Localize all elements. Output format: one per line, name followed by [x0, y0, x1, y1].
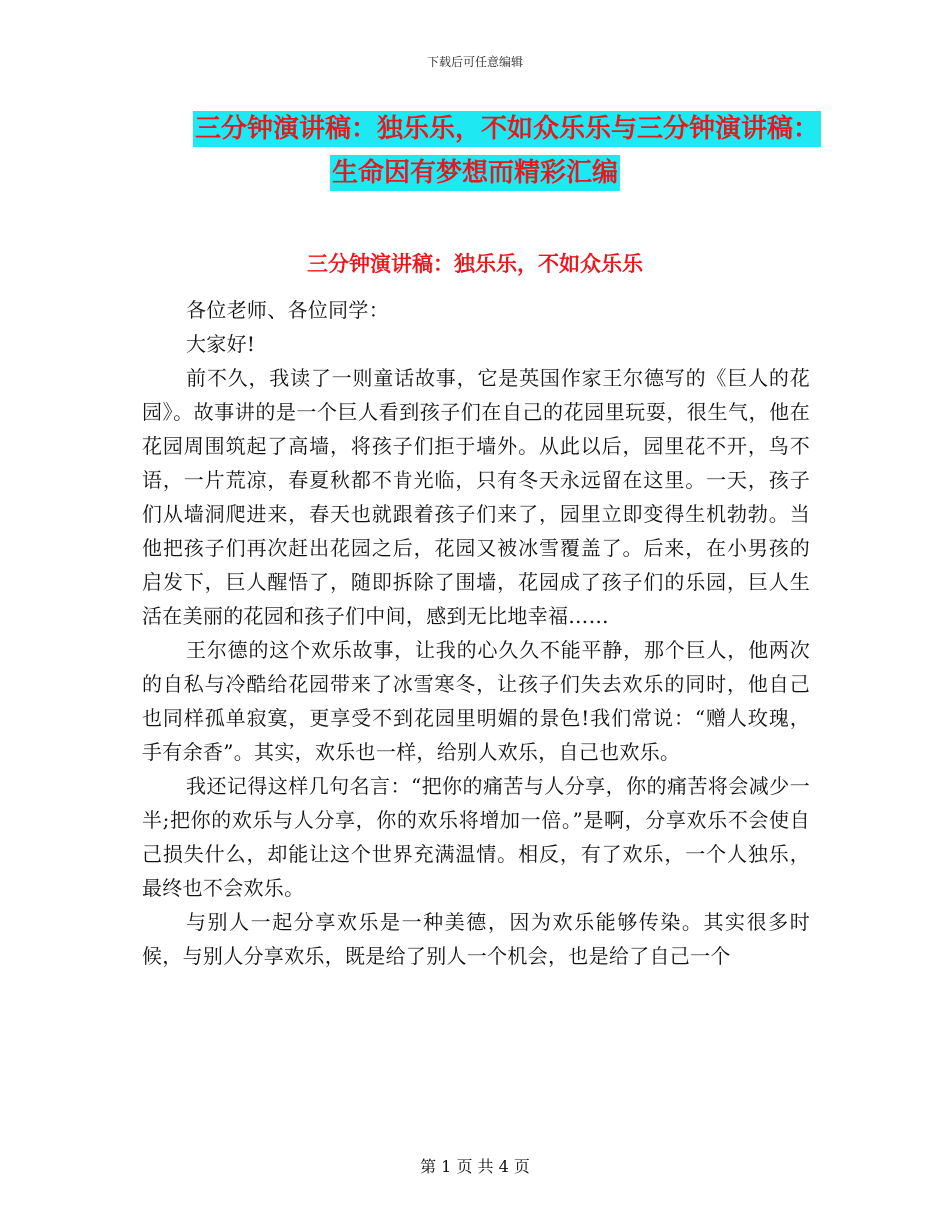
- paragraph-quote: 我还记得这样几句名言：“把你的痛苦与人分享，你的痛苦将会减少一半;把你的欢乐与人分享，你的欢乐将增加一倍。”是啊，分享欢乐不会使自己损失什么，却能让这个世界充满温情。相反，有了欢乐，一个人独乐，最终也不会欢乐。: [142, 774, 810, 900]
- paragraph-greeting: 大家好!: [186, 332, 256, 356]
- document-title-line-1-text: 三分钟演讲稿：独乐乐，不如众乐乐与三分钟演讲稿：: [193, 111, 821, 147]
- paragraph-sharing: 与别人一起分享欢乐是一种美德，因为欢乐能够传染。其实很多时候，与别人分享欢乐，既是给了别人一个机会，也是给了自己一个: [142, 910, 810, 968]
- paragraph-salutation: 各位老师、各位同学：: [186, 298, 389, 322]
- section-heading: 三分钟演讲稿：独乐乐，不如众乐乐: [307, 252, 643, 276]
- page-footer: 第 1 页 共 4 页: [420, 1157, 530, 1176]
- document-title-line-2-text: 生命因有梦想而精彩汇编: [330, 155, 620, 191]
- paragraph-reflection: 王尔德的这个欢乐故事，让我的心久久不能平静，那个巨人，他两次的自私与冷酷给花园带来了冰雪寒冬，让孩子们失去欢乐的同时，他自己也同样孤单寂寞，更享受不到花园里明媚的景色!我们常说：“赠人玫瑰，手有余香”。其实，欢乐也一样，给别人欢乐，自己也欢乐。: [142, 638, 810, 764]
- page-header-note: 下载后可任意编辑: [426, 55, 523, 69]
- paragraph-story: 前不久，我读了一则童话故事，它是英国作家王尔德写的《巨人的花园》。故事讲的是一个巨人看到孩子们在自己的花园里玩耍，很生气，他在花园周围筑起了高墙，将孩子们拒于墙外。从此以后，园里花不开，鸟不语，一片荒凉，春夏秋都不肯光临，只有冬天永远留在这里。一天，孩子们从墙洞爬进来，春天也就跟着孩子们来了，园里立即变得生机勃勃。当他把孩子们再次赶出花园之后，花园又被冰雪覆盖了。后来，在小男孩的启发下，巨人醒悟了，随即拆除了围墙，花园成了孩子们的乐园，巨人生活在美丽的花园和孩子们中间，感到无比地幸福……: [142, 366, 810, 628]
- speech-body: [142, 293, 810, 973]
